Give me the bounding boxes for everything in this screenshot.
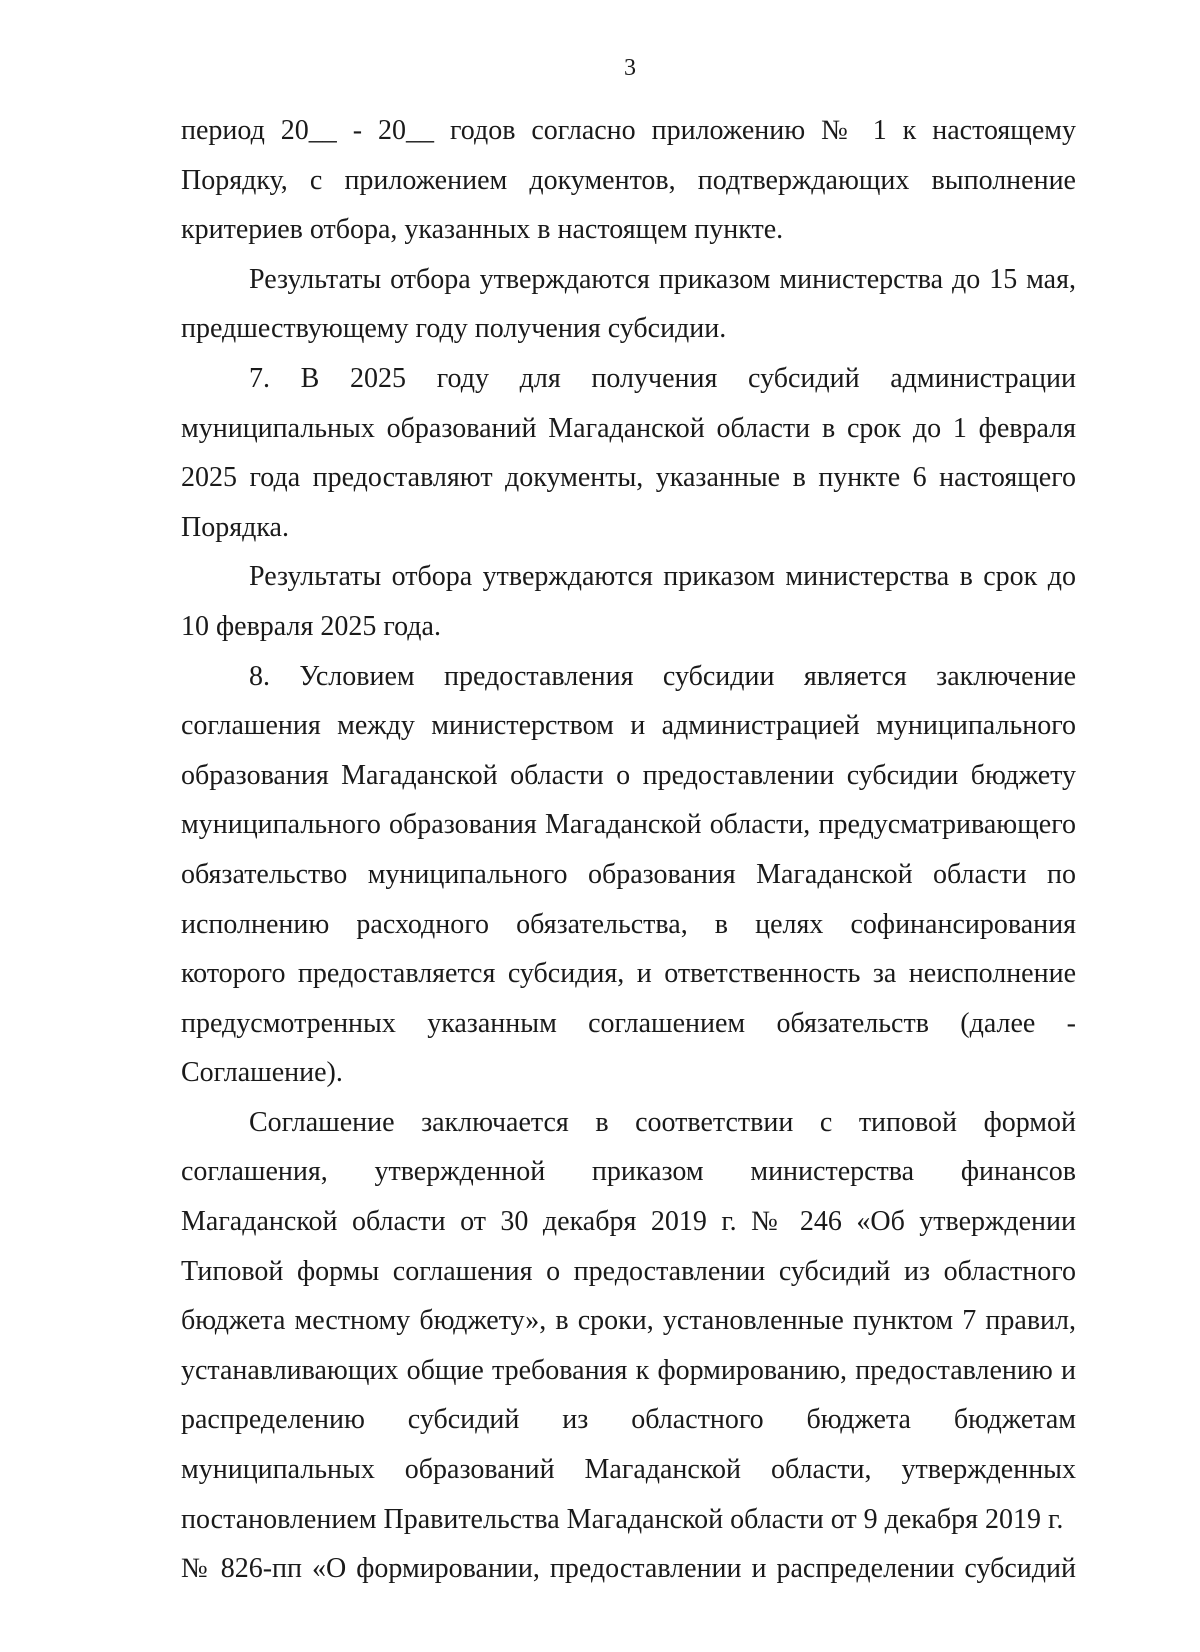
paragraph-item-7: 7. В 2025 году для получения субсидий администрации муниципальных образований Магаданской области в срок до 1 февраля 2025 года предоставляют документы, указанные в пункте 6 настоящего Порядка.	[181, 362, 1076, 543]
document-body	[181, 106, 1076, 1594]
paragraph-continuation: период 20__ - 20__ годов согласно приложению № 1 к настоящему Порядку, с приложением документов, подтверждающих выполнение критериев отбора, указанных в настоящем пункте.	[181, 115, 1076, 246]
paragraph-selection-results-february: Результаты отбора утверждаются приказом министерства в срок до 10 февраля 2025 года.	[181, 561, 1076, 642]
paragraph-agreement-last-line: № 826-пп «О формировании, предоставлении и распределении субсидий	[181, 1553, 1076, 1585]
page-number: 3	[624, 55, 636, 81]
paragraph-item-8: 8. Условием предоставления субсидии является заключение соглашения между министерством и администрацией муниципального образования Магаданской области о предоставлении субсидии бюджету муниципального образования Магаданской области, предусматривающего обязательство муниципального образования Магаданской области по исполнению расходного обязательства, в целях софинансирования которого предоставляется субсидия, и ответственность за неисполнение предусмотренных указанным соглашением обязательств (далее - Соглашение).	[181, 660, 1076, 1089]
paragraph-agreement: Соглашение заключается в соответствии с типовой формой соглашения, утвержденной приказом министерства финансов Магаданской области от 30 декабря 2019 г. № 246 «Об утверждении Типовой формы соглашения о предоставлении субсидий из областного бюджета местному бюджету», в сроки, установленные пунктом 7 правил, устанавливающих общие требования к формированию, предоставлению и распределению субсидий из областного бюджета бюджетам муниципальных образований Магаданской области, утвержденных постановлением Правительства Магаданской области от 9 декабря 2019 г.	[181, 1106, 1076, 1535]
paragraph-selection-results-may: Результаты отбора утверждаются приказом министерства до 15 мая, предшествующему году получения субсидии.	[181, 263, 1076, 345]
